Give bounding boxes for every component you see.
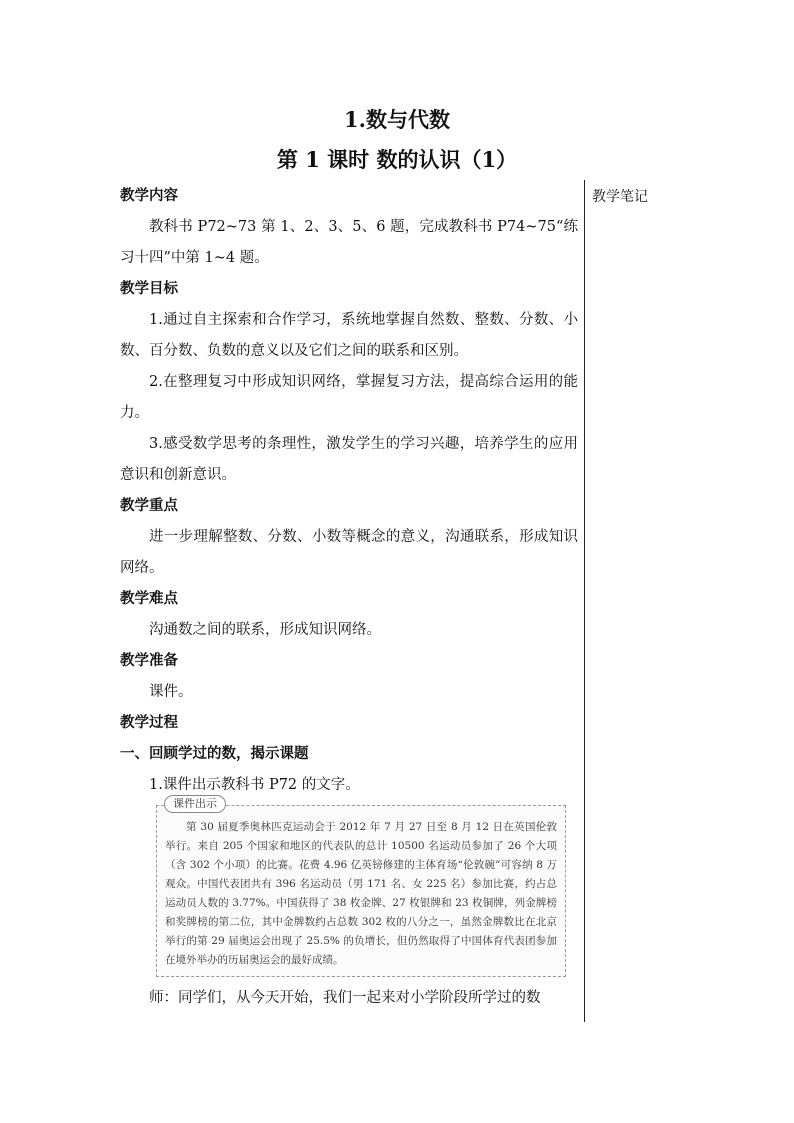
chapter-title: 1.数与代数 [344, 107, 450, 132]
section-heading-key-points: 教学重点 [120, 498, 178, 514]
courseware-box-body [156, 805, 566, 977]
column-divider [584, 180, 585, 1022]
teaching-notes-label: 教学笔记 [592, 189, 648, 205]
section-heading-difficulties: 教学难点 [120, 591, 178, 607]
preparation-text: 课件。 [149, 684, 193, 700]
goal-1: 1.通过自主探索和合作学习，系统地掌握自然数、整数、分数、小数、百分数、负数的意义以及它们之间的联系和区别。 [120, 312, 578, 359]
teacher-line: 师：同学们，从今天开始，我们一起来对小学阶段所学过的数 [149, 990, 541, 1006]
courseware-box [156, 797, 566, 977]
key-points-text: 进一步理解整数、分数、小数等概念的意义，沟通联系，形成知识网络。 [120, 529, 578, 576]
courseware-box-text: 第 30 届夏季奥林匹克运动会于 2012 年 7 月 27 日至 8 月 12 日在英国伦敦举行。来自 205 个国家和地区的代表队的总计 10500 名运动员参加了 26 个大项（含 302 个小项）的比赛。花费 4.96 亿英镑修建的主体育场“伦敦碗”可容纳 8 万观众。中国代表团共有 396 名运动员（男 171 名、女 225 名）参加比赛，约占总运动员人数的 3.77%。中国获得了 38 枚金牌、27 枚银牌和 23 枚铜牌，列金牌榜和奖牌榜的第二位，其中金牌数约占总数 302 枚的八分之一，虽然金牌数比在北京举行的第 29 届奥运会出现了 25.5% 的负增长，但仍然取得了中国体育代表团参加在境外举办的历届奥运会的最好成绩。 [165, 821, 557, 966]
section-heading-process: 教学过程 [120, 715, 178, 731]
section-heading-preparation: 教学准备 [120, 653, 178, 669]
lesson-title: 第 1 课时 数的认识（1） [276, 147, 518, 172]
part-1-heading: 一、回顾学过的数，揭示课题 [120, 746, 309, 762]
goal-2: 2.在整理复习中形成知识网络，掌握复习方法，提高综合运用的能力。 [120, 374, 578, 421]
step-1: 1.课件出示教科书 P72 的文字。 [149, 777, 360, 793]
goal-3: 3.感受数学思考的条理性，激发学生的学习兴趣，培养学生的应用意识和创新意识。 [120, 436, 578, 483]
section-heading-content: 教学内容 [120, 188, 178, 204]
lesson-body [120, 181, 578, 1014]
content-text: 教科书 P72~73 第 1、2、3、5、6 题，完成教科书 P74~75“练习十四”中第 1~4 题。 [120, 219, 578, 266]
difficulties-text: 沟通数之间的联系，形成知识网络。 [149, 622, 381, 638]
section-heading-goals: 教学目标 [120, 281, 178, 297]
courseware-box-label: 课件出示 [164, 795, 226, 813]
